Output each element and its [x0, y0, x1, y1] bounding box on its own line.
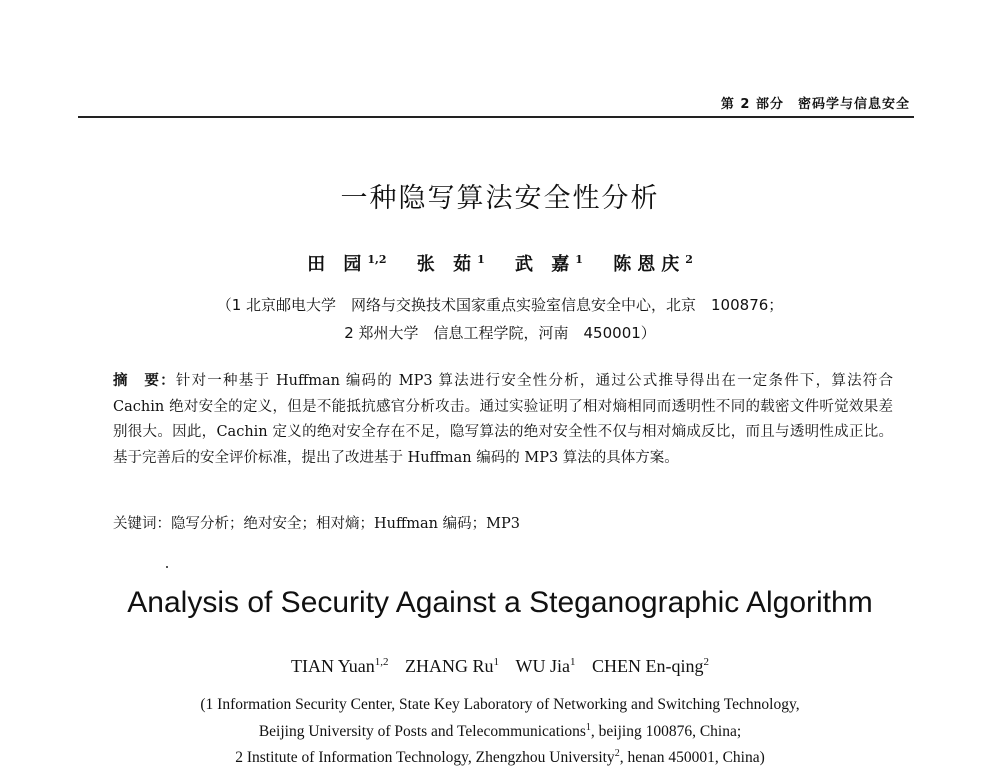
en-affiliation-line-2: Beijing University of Posts and Telecommunications$^1$, beijing 100876, China;: [258, 722, 742, 741]
en-author-4: CHEN En-qing$^2$: [592, 656, 710, 676]
stray-mark: [166, 566, 168, 568]
en-affiliation-line-3: 2 Institute of Information Technology, Zhengzhou University$^2$, henan 450001, China): [235, 748, 765, 767]
en-author-2: ZHANG Ru$^1$: [405, 656, 500, 676]
cn-author-3: 武 嘉$^1$: [515, 253, 583, 275]
cn-author-2: 张 茹$^1$: [416, 253, 485, 275]
chinese-title: 一种隐写算法安全性分析: [340, 183, 660, 214]
header-rule: [78, 116, 914, 118]
abstract-text: 针对一种基于 Huffman 编码的 MP3 算法进行安全性分析，通过公式推导得出在一定条件下，算法符合 Cachin 绝对安全的定义，但是不能抵抗感官分析攻击。通过实验证明了相对熵相同而透明性不同的载密文件听觉效果差别很大。因此，Cachin 定义的绝对安全存在不足，隐写算法的绝对安全性不仅与相对熵成反比，而且与透明性成正比。基于完善后的安全评价标准，提出了改进基于 Huffman 编码的 MP3 算法的具体方案。: [113, 373, 894, 466]
abstract-label: 摘 要：: [113, 372, 176, 389]
en-affiliation-line-1: (1 Information Security Center, State Key Laboratory of Networking and Switching Technology,: [200, 696, 800, 713]
cn-author-4: 陈恩庆$^2$: [613, 253, 693, 275]
cn-affiliation-line-1: （1 北京邮电大学 网络与交换技术国家重点实验室信息安全中心，北京 100876；: [216, 296, 784, 314]
chinese-keywords: [113, 512, 520, 533]
cn-affiliation-line-2: 2 郑州大学 信息工程学院，河南 450001）: [344, 324, 656, 342]
english-authors: [0, 656, 1000, 677]
chinese-abstract: [113, 368, 893, 471]
chinese-authors: [0, 250, 1000, 276]
running-header: 第 2 部分 密码学与信息安全: [720, 97, 910, 112]
cn-author-1: 田 园$^{1,2}$: [307, 253, 387, 275]
keywords-label: 关键词：: [113, 516, 171, 532]
keywords-text: 隐写分析；绝对安全；相对熵；Huffman 编码；MP3: [171, 516, 520, 532]
en-author-3: WU Jia$^1$: [515, 656, 576, 676]
english-title: Analysis of Security Against a Steganographic Algorithm: [127, 586, 873, 619]
en-author-1: TIAN Yuan$^{1,2}$: [290, 656, 389, 676]
